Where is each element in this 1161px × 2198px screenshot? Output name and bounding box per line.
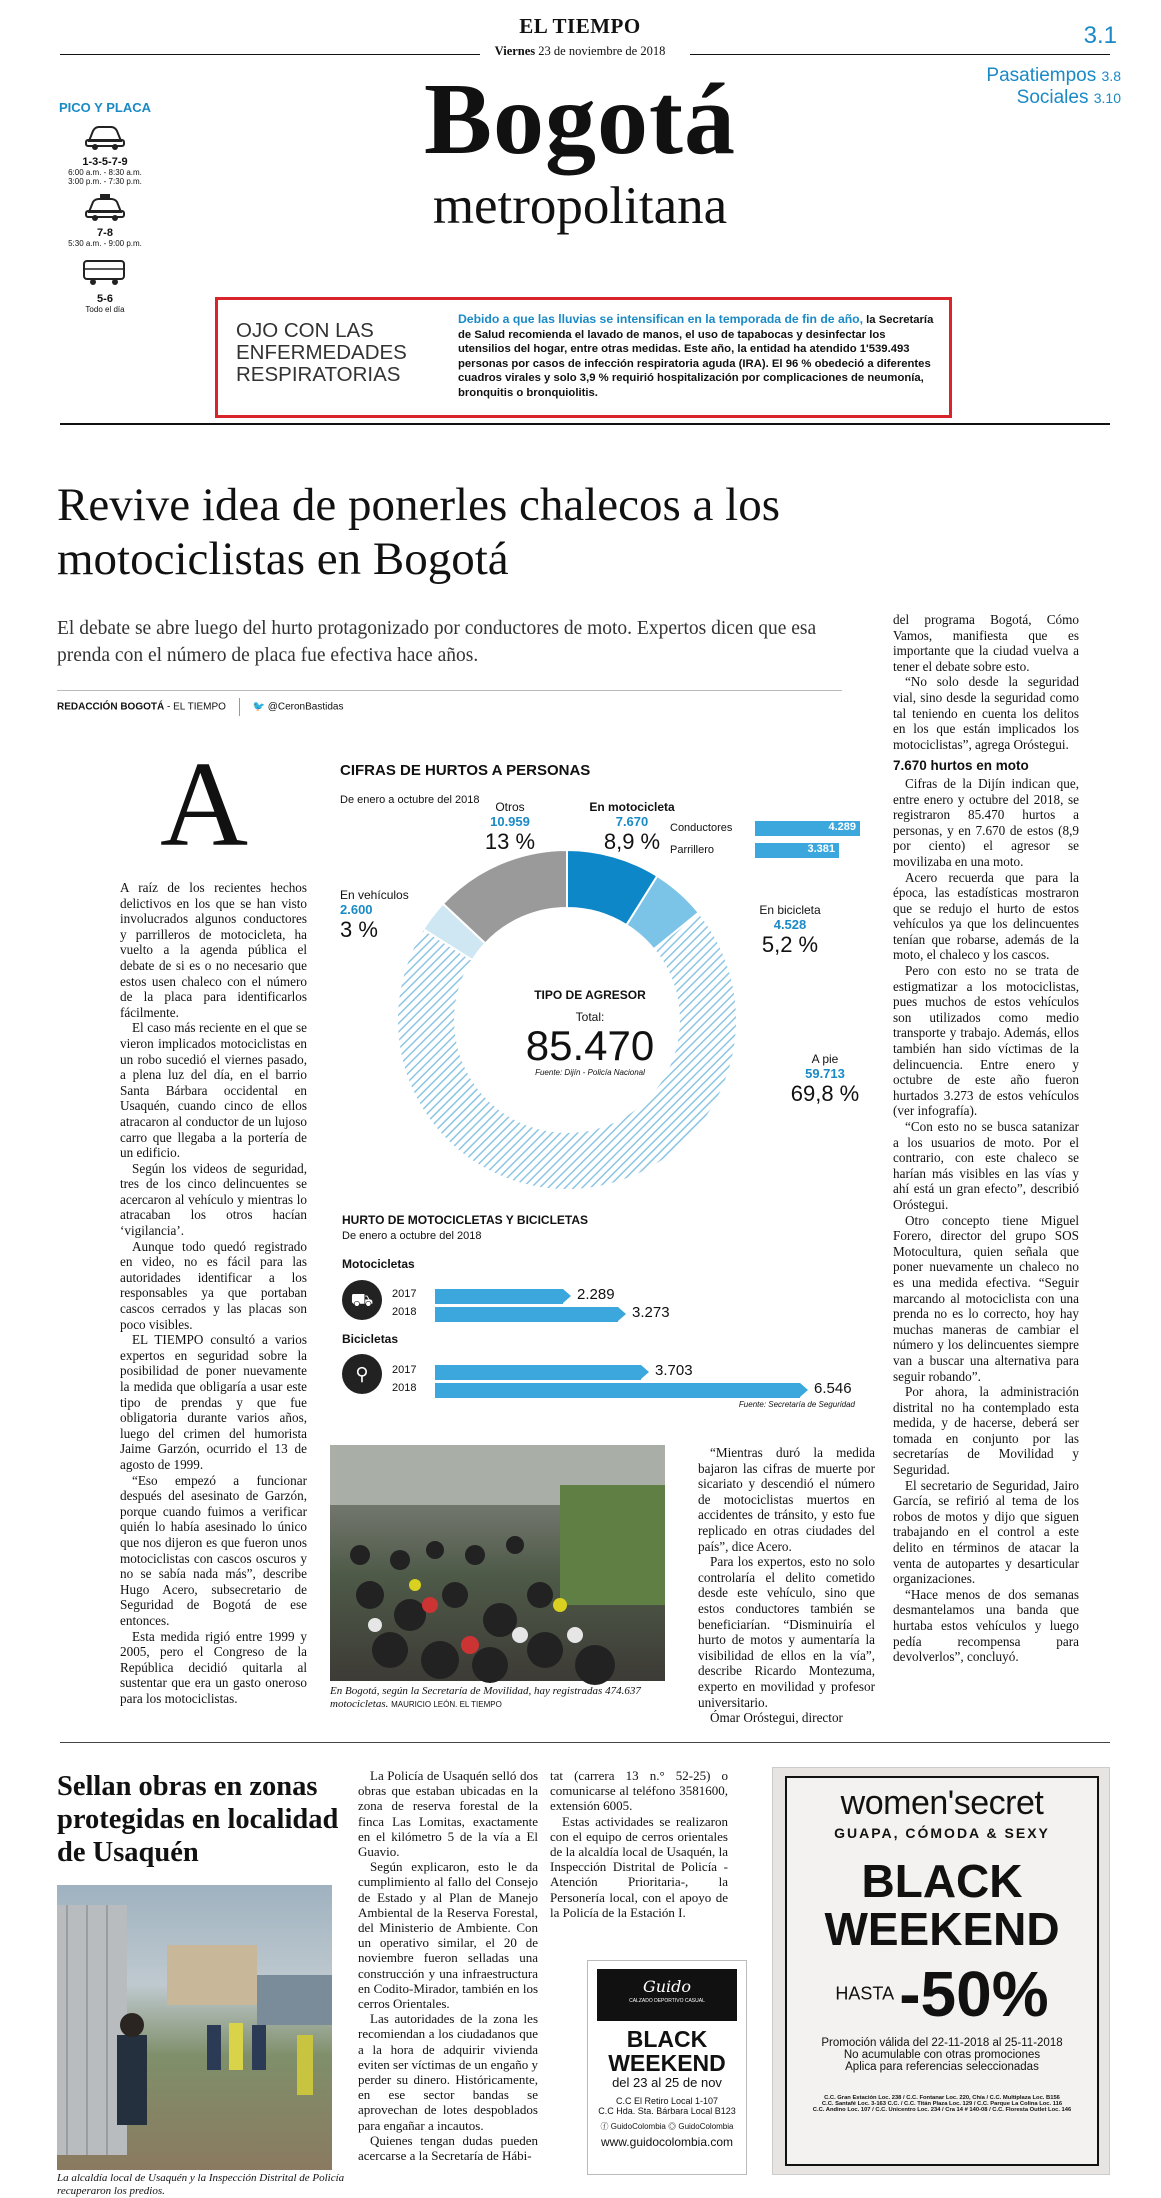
- bar-chart-subtitle: De enero a octubre del 2018: [342, 1230, 482, 1242]
- ad-womensecret[interactable]: [772, 1767, 1110, 2175]
- car-icon: [83, 123, 127, 151]
- guido-logo: Guido: [642, 1977, 692, 1996]
- bike-icon: ⚲: [342, 1354, 382, 1394]
- section-title: Bogotá: [424, 63, 736, 176]
- bar-motocicletas-2018: [435, 1307, 618, 1322]
- article-col-3: [698, 1445, 875, 1726]
- plates: 7-8: [97, 227, 113, 239]
- index-item[interactable]: Sociales 3.10: [1016, 87, 1121, 108]
- bar-motocicletas-2017: [435, 1289, 563, 1304]
- twitter-handle[interactable]: @CeronBastidas: [267, 701, 344, 713]
- hours: 5:30 a.m. - 9:00 p.m.: [68, 239, 142, 248]
- header-rule-left: [60, 54, 480, 55]
- paragraph: Las autoridades de la zona les recomiendan a los ciudadanos que a la hora de adquirir vivienda eviten ser víctimas de un engaño y perder su dinero. Históricamente, en ese sector bandas se aprovechan de lotes despoblados para engañar a incautos.: [358, 2011, 538, 2133]
- hours: Todo el día: [85, 305, 125, 314]
- group-label-bicis: Bicicletas: [342, 1332, 399, 1346]
- guido-black: BLACK: [626, 2026, 708, 2052]
- lower-divider: [60, 1742, 1110, 1743]
- group-label-motos: Motocicletas: [342, 1257, 415, 1271]
- paper-name: EL TIEMPO: [519, 14, 641, 38]
- paragraph: Otro concepto tiene Miguel Forero, director del grupo SOS Motocultura, quien señala que poner nuevamente un chaleco no es una medida efectiva. “Seguir marcando al motociclista con una prenda no es lo correcto, hoy hay muchas maneras de cambiar el número y los delincuentes siempre van a buscar una alternativa para seguir robando”.: [893, 1212, 1079, 1384]
- col4-subhead: 7.670 hurtos en moto: [893, 758, 1029, 774]
- byline: [57, 698, 343, 716]
- main-headline: Revive idea de ponerles chalecos a los motociclistas en Bogotá: [57, 479, 780, 585]
- second-col-1: [358, 1768, 538, 2163]
- guido-weekend: WEEKEND: [608, 2050, 726, 2076]
- plates: 1-3-5-7-9: [82, 156, 128, 168]
- paragraph: “Eso empezó a funcionar después del asesinato de Garzón, porque cuando fuimos a verificar quién lo había asesinado lo único que nos dijeron es que fueron unos motociclistas con cascos oscuros y no se sabía nada más”, describe Hugo Acero, subsecretario de Seguridad de Bogotá de ese entonces.: [120, 1472, 307, 1628]
- bar-year-label: 2017: [392, 1364, 417, 1376]
- guido-logo-box: [597, 1969, 737, 2021]
- article-col-1: [120, 880, 307, 1706]
- section-subtitle: metropolitana: [432, 177, 728, 235]
- paragraph: Según los videos de seguridad, tres de los cinco delincuentes se acercaron al vehículo y mientras lo atracaban los otros hacían ‘vigilancia’.: [120, 1160, 307, 1239]
- paragraph: Según explicaron, esto le da cumplimiento al fallo del Consejo de Estado y al Plan de Manejo Ambiental de la Reserva Forestal, del Ministerio de Ambiente. Con un operativo similar, el 20 de noviembre fueron selladas una construcción y una infraestructura en Codito-Mirador, también en los cerros Orientales.: [358, 1859, 538, 2012]
- bar-chart: [330, 760, 865, 1410]
- ws-discount: -50%: [899, 1958, 1049, 2030]
- paragraph: El secretario de Seguridad, Jairo García, se refirió al tema de los robos de motos y dijo que siguen trabajando en el control a este delito en términos de atacar la venta de autopartes y desarticular organizaciones.: [893, 1477, 1079, 1587]
- paragraph: Cifras de la Dijín indican que, entre enero y octubre del 2018, se registraron 85.470 hurtos a personas, y en 7.670 de estos (8,9 por ciento) el agresor se movilizaba en una moto.: [893, 775, 1079, 869]
- ws-stores: C.C. Santafé Loc. 3-163 C.C. / C.C. Titán Plaza Loc. 129 / C.C. Parque La Colina Loc. 116: [821, 2101, 1063, 2107]
- segment-label-vehiculos: En vehículos 2.600 3 %: [340, 888, 409, 942]
- guido-dates: del 23 al 25 de nov: [612, 2075, 722, 2090]
- bar-chart-source: Fuente: Secretaría de Seguridad: [738, 1400, 855, 1409]
- infographic-period: De enero a octubre del 2018: [340, 794, 480, 806]
- moto-split-bar: 3.381: [755, 843, 839, 858]
- main-subhead: El debate se abre luego del hurto protagonizado por conductores de moto. Expertos dicen que esa prenda con el número de placa fue efectiva hace años.: [57, 618, 817, 666]
- page-number: 3.1: [1083, 22, 1117, 49]
- ws-stores: C.C. Gran Estación Loc. 238 / C.C. Fontanar Loc. 220, Chía / C.C. Multiplaza Loc. B156: [824, 2095, 1060, 2101]
- photo-illustration: [330, 1445, 665, 1681]
- dropcap: A: [160, 737, 249, 872]
- center-label: TIPO DE AGRESOR: [534, 988, 646, 1002]
- bar-bicicletas-2018: [435, 1383, 800, 1398]
- instagram-icon: ◎: [668, 2122, 677, 2131]
- date-rest: 23 de noviembre de 2018: [538, 44, 666, 58]
- second-caption: La alcaldía local de Usaquén y la Inspección Distrital de Policía recuperaron los predios.: [57, 2172, 345, 2197]
- photo-illustration: [57, 1885, 332, 2170]
- ws-hasta: HASTA: [835, 1983, 895, 2004]
- segment-label-bici: En bicicleta 4.528 5,2 %: [759, 903, 821, 957]
- bar-year-label: 2018: [392, 1382, 417, 1394]
- guido-store: C.C El Retiro Local 1-107: [615, 2096, 719, 2106]
- paragraph: Por ahora, la administración distrital no ha contemplado esta medida, y de hacerse, deberá ser tomada en conjunto por las secretarías de Movilidad y Seguridad.: [893, 1384, 1079, 1478]
- bar-bicicletas-2017: [435, 1365, 641, 1380]
- paragraph: “Mientras duró la medida bajaron las cifras de muerte por sicariato y descendió el número de motociclistas muertos en accidentes de tránsito, y esto fue replicado en otras ciudades del país”, dice Acero.: [698, 1445, 875, 1554]
- paragraph: tat (carrera 13 n.° 52-25) o comunicarse al teléfono 3581600, extensión 6005.: [550, 1768, 728, 1814]
- facebook-icon: ⓕ: [600, 2122, 609, 2131]
- truck-icon: [81, 258, 129, 288]
- ws-promo: Aplica para referencias seleccionadas: [845, 2061, 1039, 2073]
- bar-value-label: 2.289: [577, 1286, 615, 1303]
- total-value: 85.470: [525, 1022, 655, 1069]
- guido-url[interactable]: www.guidocolombia.com: [600, 2135, 734, 2149]
- paragraph: Para los expertos, esto no solo controlaría el delito cometido desde este vehículo, sino que estos conductores también se beneficiarían. “Disminuiría el hurto de motos y aumentaría la visibilidad de ellos en la vía”, describe Ricardo Montezuma, experto en movilidad y profesor universitario.: [698, 1554, 875, 1710]
- moto-icon: ⛟: [342, 1280, 382, 1320]
- caption-text: En Bogotá, según la Secretaría de Movilidad, hay registradas 474.637 motocicletas.: [330, 1685, 641, 1710]
- paragraph: Quienes tengan dudas pueden acercarse a la Secretaría de Hábi-: [358, 2132, 538, 2164]
- paragraph: La Policía de Usaquén selló dos obras que estaban ubicadas en la zona de reserva forestal de la finca Las Lomitas, exactamente en el kilómetro 5 de la vía a El Guavio.: [358, 1768, 538, 1860]
- paragraph: del programa Bogotá, Cómo Vamos, manifiesta que es importante que la ciudad vuelva a tener el debate sobre esto.: [893, 612, 1079, 674]
- paragraph: EL TIEMPO consultó a varios expertos en seguridad sobre la posibilidad de poner nuevamente la medida que obligaría a usar este tipo de prendas y que fue obligatoria durante varios años, luego del crimen del humorista Jaime Garzón, ocurrido el 13 de agosto de 1999.: [120, 1332, 307, 1472]
- bar-value-label: 3.703: [655, 1362, 693, 1379]
- bar-value-label: 3.273: [632, 1304, 670, 1321]
- ws-promo: No acumulable con otras promociones: [843, 2049, 1041, 2061]
- moto-split-row: Parrillero 3.381: [670, 842, 860, 864]
- ws-weekend: WEEKEND: [824, 1903, 1060, 1955]
- hours: 3:00 p.m. - 7:30 p.m.: [68, 177, 142, 186]
- pico-placa-title: PICO Y PLACA: [59, 100, 151, 115]
- ws-inner: [785, 1776, 1099, 2166]
- ws-stores: C.C. Andino Loc. 107 / C.C. Unicentro Loc. 234 / Cra 14 # 140-08 / C.C. Floresta Outlet Loc. 146: [812, 2107, 1072, 2113]
- paragraph: raíz de los recientes hechos delictivos en los que se han visto involucrados algunos conductores y parrilleros de motocicleta, ha vuelto a la agenda pública el debate de si es o no necesario que estos usen chaleco con el número de la placa para identificarlos fácilmente.: [120, 880, 308, 1020]
- article-col-4: [893, 612, 1079, 1665]
- ws-discount-row: [787, 1957, 1097, 2031]
- ad-guido[interactable]: [587, 1960, 747, 2175]
- ws-black: BLACK: [861, 1855, 1023, 1907]
- twitter-icon: 🐦: [252, 701, 265, 713]
- second-col-2: [550, 1768, 728, 1920]
- date-day: Viernes: [494, 44, 536, 58]
- ws-brand: women'secret: [840, 1784, 1044, 1822]
- caption-credit: MAURICIO LEÓN. EL TIEMPO: [391, 1700, 502, 1709]
- section-divider: [60, 423, 1110, 425]
- byline-paper: - EL TIEMPO: [167, 701, 226, 713]
- paragraph: Ómar Oróstegui, director: [710, 1710, 843, 1726]
- moto-split-row: Conductores 4.289: [670, 820, 860, 842]
- pico-placa: [55, 100, 155, 314]
- usaquen-photo: [57, 1885, 332, 2170]
- paragraph: “Con esto no se busca satanizar a los usuarios de moto. Por el contrario, con este chaleco se harían más visibles en las vías y ahí está un gran efecto”, describió Oróstegui.: [893, 1119, 1079, 1212]
- segment-label-pie: A pie 59.713 69,8 %: [790, 1052, 860, 1106]
- total-label: Total:: [575, 1010, 605, 1024]
- second-headline: Sellan obras en zonas protegidas en localidad de Usaquén: [57, 1771, 339, 1868]
- page-index: [901, 65, 1121, 109]
- infographic-title: CIFRAS DE HURTOS A PERSONAS: [340, 762, 591, 779]
- guido-sub: CALZADO DEPORTIVO CASUAL: [629, 1998, 705, 2004]
- donut-source: Fuente: Dijín - Policía Nacional: [535, 1068, 645, 1077]
- dropcap-continuation: A: [120, 880, 129, 895]
- paragraph: Acero recuerda que para la época, las estadísticas mostraron que se redujo el hurto de estos vehículos ya que los delincuentes tenían que robarse, además de la moto, el chaleco y los cascos.: [893, 869, 1079, 963]
- plates: 5-6: [97, 293, 113, 305]
- moto-split-bar: 4.289: [755, 821, 860, 836]
- ws-promo: Promoción válida del 22-11-2018 al 25-11-2018: [821, 2037, 1063, 2049]
- byline-author: REDACCIÓN BOGOTÁ: [57, 701, 165, 713]
- bar-chart-title: HURTO DE MOTOCICLETAS Y BICICLETAS: [342, 1213, 589, 1227]
- header-rule-right: [690, 54, 1110, 55]
- issue-date: [460, 44, 700, 59]
- paragraph: “No solo desde la seguridad vial, sino desde la seguridad como tal teniendo en cuenta los delitos en los que están implicados los motociclistas”, agrega Oróstegui.: [893, 674, 1079, 752]
- paragraph: Esta medida rigió entre 1999 y 2005, pero el Congreso de la República decidió quitarla al sustentar que era un gasto oneroso para los motociclistas.: [120, 1628, 307, 1706]
- moto-photo: [330, 1445, 665, 1681]
- paragraph: El caso más reciente en el que se vieron implicados motociclistas en un robo sucedió el viernes pasado, a plena luz del día, en el barrio Santa Bárbara occidental en Usaquén, cuando cinco de ellos atracaron al conductor de un lujoso carro que llegaba a la portería de un edificio.: [120, 1020, 307, 1161]
- alert-text: la Secretaría de Salud recomienda el lavado de manos, el uso de tapabocas y desinfectar los utensilios del hogar, entre otras medidas. Este año, la entidad ha atendido 1'539.493 personas por casos de infección respiratoria aguda (IRA). El 96 % obedeció a diferentes cuadros virales y solo 3,9 % requirió hospitalización por complicaciones de neumonía, bronquitis o bronquiolitis.: [458, 314, 934, 399]
- alert-box: [215, 297, 952, 418]
- byline-rule: [57, 690, 842, 691]
- bar-year-label: 2018: [392, 1306, 417, 1318]
- alert-title: OJO CON LAS ENFERMEDADES RESPIRATORIAS: [236, 319, 407, 386]
- ws-tagline: GUAPA, CÓMODA & SEXY: [834, 1825, 1050, 1841]
- index-item[interactable]: Pasatiempos 3.8: [986, 65, 1121, 86]
- photo-caption: [330, 1685, 665, 1711]
- guido-store: C.C Hda. Sta. Bárbara Local B123: [598, 2106, 736, 2116]
- paragraph: Aunque todo quedó registrado en video, no es fácil para las autoridades identificar a los responsables ya que portaban cascos cerrados y las placas son poco visibles.: [120, 1238, 307, 1332]
- bar-year-label: 2017: [392, 1288, 417, 1300]
- infographic: [330, 760, 865, 1410]
- alert-lead: Debido a que las lluvias se intensifican en la temporada de fin de año,: [458, 312, 864, 326]
- paragraph: Pero con esto no se trata de estigmatizar a los motociclistas, pues muchos de estos vehículos son utilizados como medio transporte y trabajo. Además, ellos también han sido víctimas de la delincuencia. Entre enero y octubre de este año fueron hurtados 3.273 de estos vehículos (ver infografía).: [893, 963, 1079, 1119]
- segment-label-otros: Otros 10.959 13 %: [484, 800, 536, 854]
- alert-body: [458, 312, 938, 400]
- bar-value-label: 6.546: [814, 1380, 852, 1397]
- guido-social: ⓕ GuidoColombia ◎ GuidoColombia: [600, 2122, 734, 2131]
- paragraph: “Hace menos de dos semanas desmantelamos una banda que hurtaba estos vehículos y luego pedía recompensa para devolverlos”, concluyó.: [893, 1586, 1079, 1665]
- hours: 6:00 a.m. - 8:30 a.m.: [68, 168, 142, 177]
- segment-label-moto: En motocicleta 7.670 8,9 %: [589, 800, 675, 854]
- paragraph: Estas actividades se realizaron con el equipo de cerros orientales de la alcaldía local de Usaquén, la Inspección Distrital de Policía -Atención Prioritaria-, la Personería local, con el apoyo de la Policía de la Estación I.: [550, 1813, 728, 1920]
- taxi-icon: [83, 194, 127, 222]
